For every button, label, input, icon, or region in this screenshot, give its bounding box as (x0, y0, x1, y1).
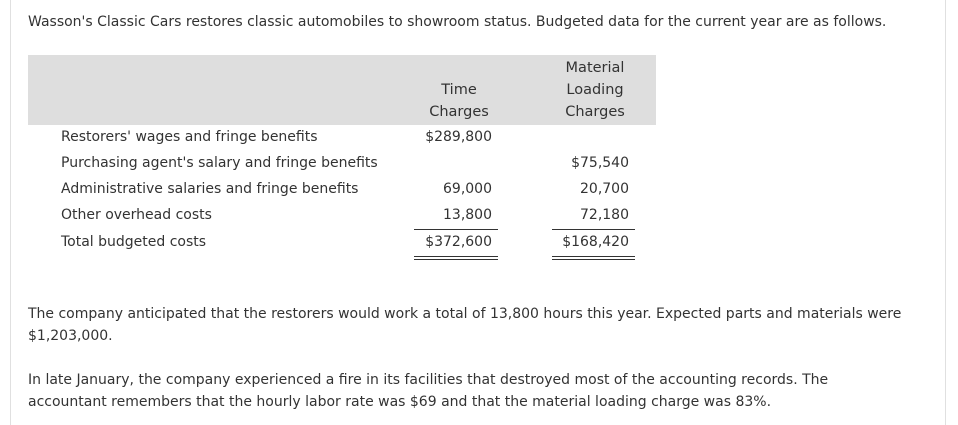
row-label: Purchasing agent's salary and fringe benefits (61, 155, 378, 171)
row-label: Total budgeted costs (61, 234, 207, 250)
total-double-rule (552, 259, 635, 260)
row-label: Restorers' wages and fringe benefits (61, 129, 318, 145)
subtotal-rule (552, 229, 635, 230)
total-double-rule (414, 259, 498, 260)
total-double-rule (552, 256, 635, 257)
subtotal-rule (414, 229, 498, 230)
time-value: 13,800 (443, 207, 492, 223)
row-label: Administrative salaries and fringe benefits (61, 181, 359, 197)
header-line: Material (565, 60, 625, 76)
intro-text: Wasson's Classic Cars restores classic automobiles to showroom status. Budgeted data for the current year are as follows. (28, 14, 887, 30)
paragraph-fire: In late January, the company experienced a fire in its facilities that destroyed most of the accounting records. The accountant remembers that the hourly labor rate was $69 and that the material loading charge was 83%. (28, 372, 829, 410)
time-value: $289,800 (425, 129, 492, 145)
time-total: $372,600 (425, 234, 492, 250)
paragraph-hours: The company anticipated that the restorers would work a total of 13,800 hours this year. Expected parts and materials were $1,203,000. (28, 306, 902, 344)
material-total: $168,420 (562, 234, 629, 250)
total-double-rule (414, 256, 498, 257)
material-value: 20,700 (580, 181, 629, 197)
header-line: Time (441, 82, 477, 98)
material-value: 72,180 (580, 207, 629, 223)
material-value: $75,540 (571, 155, 629, 171)
header-line: Loading (566, 82, 624, 98)
time-value: 69,000 (443, 181, 492, 197)
row-label: Other overhead costs (61, 207, 212, 223)
column-header-time-charges (423, 79, 495, 123)
column-header-material-loading (557, 57, 633, 123)
header-line: Charges (429, 104, 489, 120)
header-line: Charges (565, 104, 625, 120)
